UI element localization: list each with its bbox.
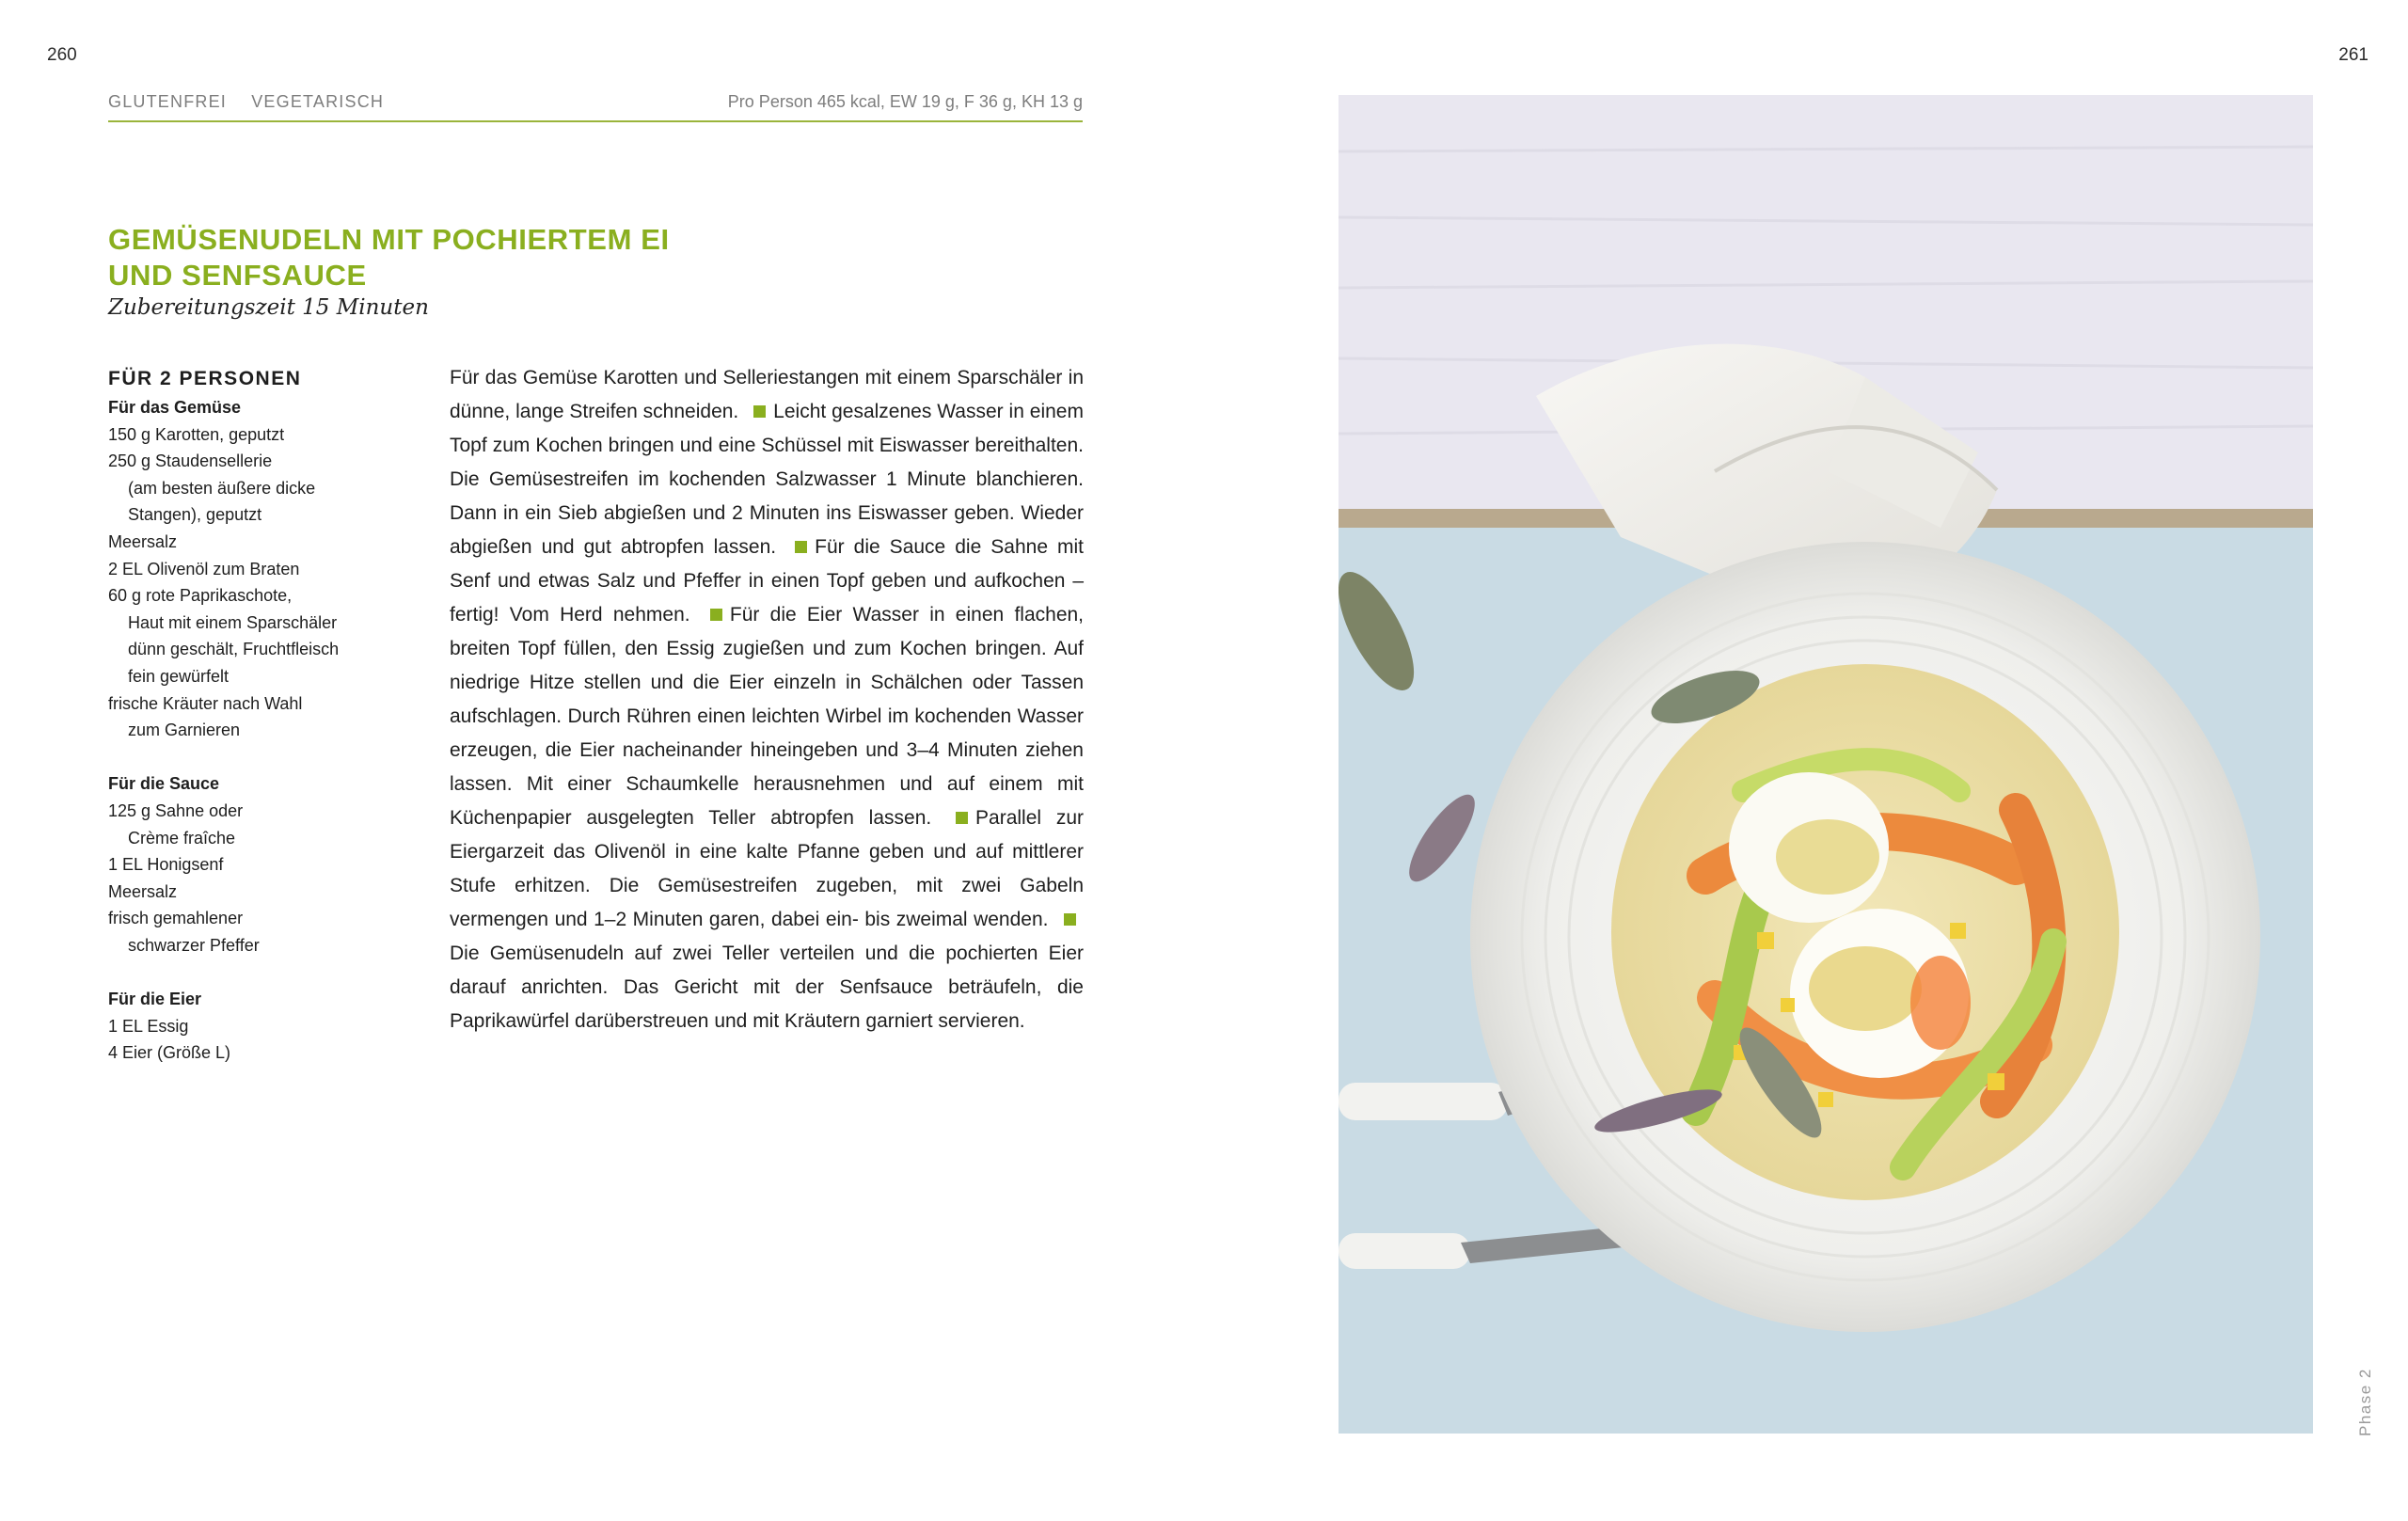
method-step: Parallel zur Eiergarzeit das Olivenöl in eine kalte Pfanne geben und auf mittlerer Stufe erhitzen. Die Gemüsestreifen zugeben, mit zwei Gabeln vermengen und 1–2 Minuten garen, dabei ein- bis zweimal wenden. [450,807,1084,930]
recipe-title [108,222,955,294]
ingredient-line: frisch gemahlener [108,909,244,928]
tag-glutenfree: GLUTENFREI [108,92,228,111]
servings-heading: FÜR 2 PERSONEN [108,368,302,389]
step-separator-icon [956,812,968,824]
ingredient-group-title: Für die Sauce [108,774,220,794]
ingredient-line: 150 g Karotten, geputzt [108,424,285,444]
method-step: Leicht gesalzenes Wasser in einem Topf zum Kochen bringen und eine Schüssel mit Eiswasser bereithalten. Die Gemüsestreifen im kochenden Salzwasser 1 Minute blanchieren. Dann in ein Sieb abgießen und 2 Minuten ins Eiswasser geben. Wieder abgießen und gut abtropfen lassen. [450,401,1084,558]
ingredient-line: schwarzer Pfeffer [128,935,260,955]
prep-time: Zubereitungszeit 15 Minuten [108,295,429,320]
ingredient-line: Haut mit einem Sparschäler [128,612,338,632]
ingredient-line: Stangen), geputzt [128,505,262,525]
page-number-left: 260 [47,45,77,65]
ingredient-line: 1 EL Honigsenf [108,855,224,875]
step-separator-icon [710,609,722,621]
method-step: Für das Gemüse Karotten und Selleriestangen mit einem Sparschäler in dünne, lange Streifen schneiden. [450,367,1084,422]
method-step: Die Gemüsenudeln auf zwei Teller verteilen und die pochierten Eier darauf anrichten. Das Gericht mit der Senfsauce beträufeln, die Paprikawürfel darüberstreuen und mit Kräutern garniert servieren. [450,943,1084,1032]
step-separator-icon [753,405,766,418]
phase-label-text: Phase 2 [2356,1368,2374,1436]
ingredient-line: (am besten äußere dicke [128,478,316,498]
recipe-title-line-1: GEMÜSENUDELN MIT POCHIERTEM EI [108,223,670,256]
page-number-right: 261 [2338,45,2368,65]
ingredient-line: Meersalz [108,531,178,551]
tag-vegetarian: VEGETARISCH [251,92,385,111]
nutrition-info: Pro Person 465 kcal, EW 19 g, F 36 g, KH 13 g [727,92,1083,111]
method-step: Für die Sauce die Sahne mit Senf und etwas Salz und Pfeffer in einen Topf geben und aufkochen – fertig! Vom Herd nehmen. [450,536,1084,626]
ingredient-group [108,986,419,1067]
dish-photo [1339,95,2313,1434]
dish-photo-illustration [1339,95,2313,1434]
ingredient-group [108,770,419,959]
ingredient-line: 1 EL Essig [108,1016,189,1036]
method-step: Für die Eier Wasser in einen flachen, breiten Topf füllen, den Essig zugießen und zum Kochen bringen. Auf niedrige Hitze stellen und die Eier einzeln in Schälchen oder Tassen aufschlagen. Durch Rühren einen leichten Wirbel im kochenden Wasser erzeugen, die Eier nacheinander hineingeben und 3–4 Minuten ziehen lassen. Mit einer Schaumkelle herausnehmen und auf einem mit Küchenpapier ausgelegten Teller abtropfen lassen. [450,604,1085,829]
ingredient-line: 250 g Staudensellerie [108,452,273,471]
ingredient-group-title: Für das Gemüse [108,398,242,417]
ingredient-line: dünn geschält, Fruchtfleisch [128,640,340,659]
diet-tags [108,92,403,112]
recipe-meta-bar [108,90,1083,122]
ingredients-list [108,365,419,1093]
ingredient-line: 2 EL Olivenöl zum Braten [108,559,300,578]
ingredient-line: Meersalz [108,881,178,901]
recipe-title-line-2: UND SENFSAUCE [108,259,367,293]
ingredient-line: fein gewürfelt [128,666,230,686]
ingredient-line: 4 Eier (Größe L) [108,1043,231,1063]
phase-label [2337,1350,2384,1444]
ingredient-line: 60 g rote Paprikaschote, [108,586,293,606]
ingredient-line: zum Garnieren [128,721,241,740]
step-separator-icon [1064,913,1076,926]
method-text [450,361,1084,1038]
ingredient-line: 125 g Sahne oder [108,800,244,820]
ingredient-line: frische Kräuter nach Wahl [108,693,303,713]
step-separator-icon [795,541,807,553]
ingredient-group-title: Für die Eier [108,990,202,1009]
ingredient-line: Crème fraîche [128,828,236,848]
ingredient-group [108,394,419,744]
